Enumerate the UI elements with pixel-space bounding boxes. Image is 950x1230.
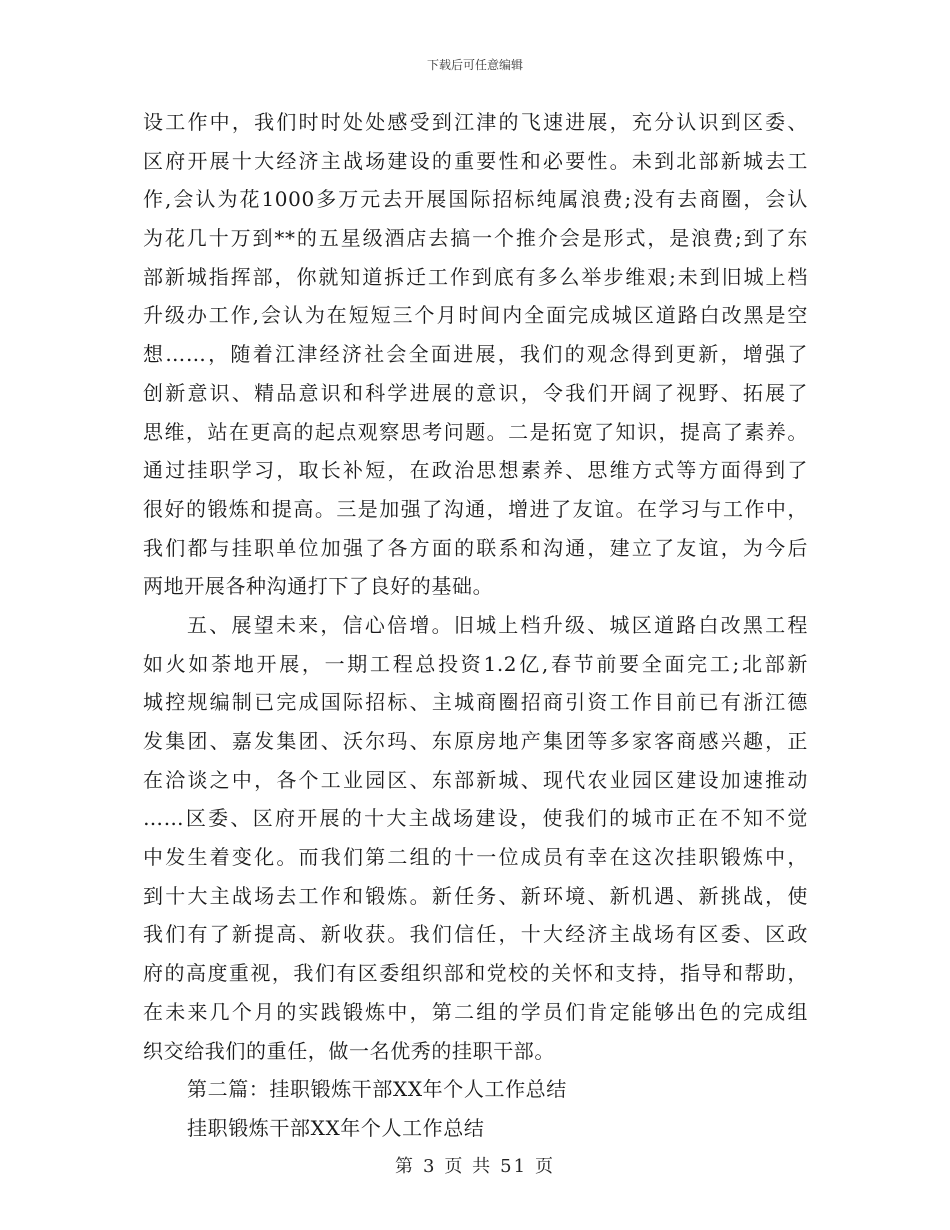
body-line: 府的高度重视，我们有区委组织部和党校的关怀和支持，指导和帮助，	[143, 961, 808, 986]
body-line: 两地开展各种沟通打下了良好的基础。	[143, 574, 494, 599]
body-line: 思维，站在更高的起点观察思考问题。二是拓宽了知识，提高了素养。	[143, 419, 808, 444]
body-line: 设工作中，我们时时处处感受到江津的飞速进展，充分认识到区委、	[143, 110, 808, 134]
document-body	[143, 103, 808, 1148]
body-line: 在未来几个月的实践锻炼中，第二组的学员们肯定能够出色的完成组	[143, 999, 808, 1024]
body-line: ……区委、区府开展的十大主战场建设，使我们的城市正在不知不觉	[143, 806, 808, 831]
body-line: 发集团、嘉发集团、沃尔玛、东原房地产集团等多家客商感兴趣，正	[143, 729, 808, 753]
section-heading-line: 五、展望未来，信心倍增。旧城上档升级、城区道路白改黑工程	[187, 612, 808, 637]
total-page-count: 51	[500, 1156, 528, 1177]
body-line: 织交给我们的重任，做一名优秀的挂职干部。	[143, 1038, 555, 1063]
body-line: 如火如荼地开展，一期工程总投资1.2亿,春节前要全面完工;北部新	[143, 651, 808, 676]
body-line: 在洽谈之中，各个工业园区、东部新城、现代农业园区建设加速推动	[143, 767, 808, 792]
body-line: 创新意识、精品意识和科学进展的意识，令我们开阔了视野、拓展了	[143, 380, 808, 405]
body-line: 我们都与挂职单位加强了各方面的联系和沟通，建立了友谊，为今后	[143, 535, 808, 560]
body-line: 升级办工作,会认为在短短三个月时间内全面完成城区道路白改黑是空	[143, 303, 808, 328]
body-line: 区府开展十大经济主战场建设的重要性和必要性。未到北部新城去工	[143, 148, 808, 173]
body-line: 想……，随着江津经济社会全面进展，我们的观念得到更新，增强了	[143, 342, 808, 367]
current-page-number: 3	[422, 1156, 437, 1177]
body-line: 到十大主战场去工作和锻炼。新任务、新环境、新机遇、新挑战，使	[143, 883, 808, 908]
page-footer	[0, 1152, 950, 1178]
chapter-title: 第二篇：挂职锻炼干部XX年个人工作总结	[187, 1077, 567, 1102]
footer-suffix: 页	[535, 1156, 556, 1177]
body-line: 为花几十万到**的五星级酒店去搞一个推介会是形式，是浪费;到了东	[143, 226, 808, 251]
body-line: 作,会认为花1000多万元去开展国际招标纯属浪费;没有去商圈，会认	[143, 187, 808, 212]
body-line: 城控规编制已完成国际招标、主城商圈招商引资工作目前已有浙江德	[143, 690, 808, 715]
subtitle: 挂职锻炼干部XX年个人工作总结	[187, 1115, 485, 1140]
footer-middle: 页 共	[444, 1156, 493, 1177]
body-line: 部新城指挥部，你就知道拆迁工作到底有多么举步维艰;未到旧城上档	[143, 264, 808, 289]
body-line: 中发生着变化。而我们第二组的十一位成员有幸在这次挂职锻炼中，	[143, 845, 808, 870]
page-header: 下载后可任意编辑	[426, 58, 523, 72]
body-line: 我们有了新提高、新收获。我们信任，十大经济主战场有区委、区政	[143, 922, 808, 947]
body-line: 通过挂职学习，取长补短，在政治思想素养、思维方式等方面得到了	[143, 458, 808, 483]
body-line: 很好的锻炼和提高。三是加强了沟通，增进了友谊。在学习与工作中，	[143, 496, 808, 521]
footer-prefix: 第	[394, 1156, 415, 1177]
